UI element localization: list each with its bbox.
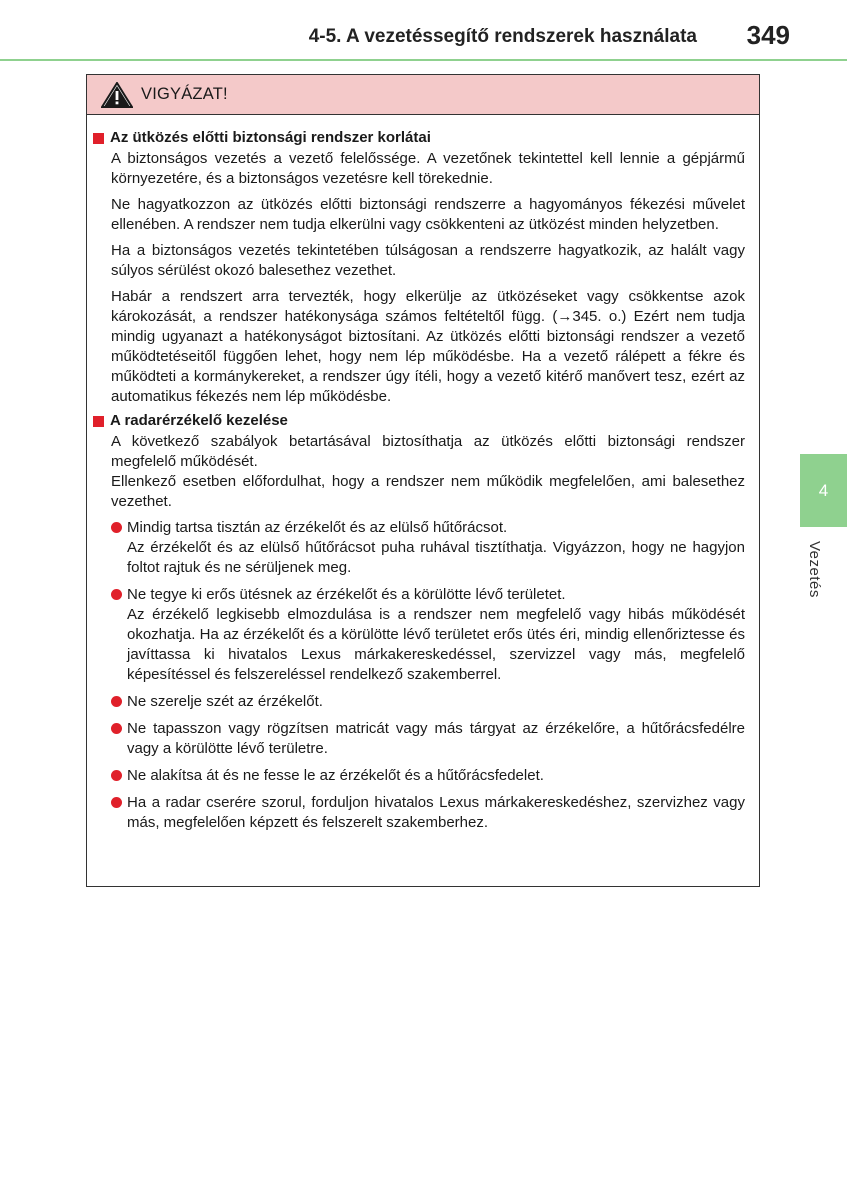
page-header-title: 4-5. A vezetéssegítő rendszerek használata <box>308 26 697 47</box>
red-bullet-icon <box>111 723 122 734</box>
bullet-sub-text: Az érzékelő legkisebb elmozdulása is a rendszer nem megfelelő vagy hibás működését okozhatja. Ha az érzékelőt és a körülötte lévő területet erős ütés éri, mindig ellenőriztesse és javíttassa ki hivatalos Lexus márkakereskedéssel, szervizzel vagy más, megfelelő képesítéssel és felszereléssel rendelkező szakemberrel. <box>127 606 745 683</box>
page-number: 349 <box>746 20 790 50</box>
paragraph: A következő szabályok betartásával biztosíthatja az ütközés előtti biztonsági rendszer megfelelő működését. <box>111 433 745 470</box>
list-item <box>111 793 745 833</box>
paragraph: A biztonságos vezetés a vezető felelőssége. A vezetőnek tekintettel kell lennie a gépjármű környezetére, és a biztonságos vezetésre kell törekednie. <box>111 150 745 187</box>
paragraph: Ne hagyatkozzon az ütközés előtti biztonsági rendszerre a hagyományos fékezési művelet ellenében. A rendszer nem tudja elkerülni vagy csökkenteni az ütközést minden helyzetben. <box>111 196 745 233</box>
red-square-icon <box>93 133 104 144</box>
bullet-list <box>111 518 745 833</box>
list-item <box>111 692 745 712</box>
bullet-main-text: Ne szerelje szét az érzékelőt. <box>127 693 323 710</box>
header-divider <box>0 59 847 61</box>
list-item <box>111 585 745 685</box>
bullet-main-text: Ha a radar cserére szorul, forduljon hivatalos Lexus márkakereskedéshez, szervizhez vagy más, megfelelően képzett és felszerelt szakemberhez. <box>127 794 745 831</box>
section-title-text: A radarérzékelő kezelése <box>110 412 288 429</box>
red-bullet-icon <box>111 770 122 781</box>
paragraph: Ha a biztonságos vezetés tekintetében túlságosan a rendszerre hagyatkozik, az halált vagy súlyos sérülést okozó balesethez vezethet. <box>111 242 745 279</box>
chapter-tab <box>800 454 847 527</box>
section-title-limitations <box>93 128 745 148</box>
bullet-main-text: Ne alakítsa át és ne fesse le az érzékelőt és a hűtőrácsfedelet. <box>127 767 544 784</box>
warning-triangle-icon <box>101 82 133 108</box>
section-title-text: Az ütközés előtti biztonsági rendszer korlátai <box>110 129 431 146</box>
bullet-main-text: Mindig tartsa tisztán az érzékelőt és az elülső hűtőrácsot. <box>127 519 508 536</box>
chapter-tab-number: 4 <box>818 480 829 500</box>
warning-header <box>87 75 759 115</box>
list-item <box>111 766 745 786</box>
bullet-sub-text: Az érzékelőt és az elülső hűtőrácsot puha ruhával tisztíthatja. Vigyázzon, hogy ne hagyjon foltot rajtuk és ne sérüljenek meg. <box>127 539 745 576</box>
section-title-radar-handling <box>93 411 745 431</box>
red-square-icon <box>93 416 104 427</box>
paragraph: Ellenkező esetben előfordulhat, hogy a rendszer nem működik megfelelően, ami balesethez vezethet. <box>111 473 745 510</box>
paragraph: Habár a rendszert arra tervezték, hogy elkerülje az ütközéseket vagy csökkentse azok károkozását, a rendszer hatékonysága számos feltételtől függ. (→345. o.) Ezért nem tudja mindig ugyanazt a hatékonyságot biztosítani. Az ütközés előtti biztonsági rendszer a vezető működtetéseitől függően lehet, hogy nem lép működésbe. Ha a vezető rálépett a fékre és működteti a kormánykereket, a rendszer úgy ítéli, hogy a vezető kitérő manővert tesz, ezért az automatikus fékezés nem lép működésbe. <box>111 288 745 405</box>
chapter-side-label: Vezetés <box>806 541 823 598</box>
red-bullet-icon <box>111 696 122 707</box>
warning-box <box>86 74 760 887</box>
red-bullet-icon <box>111 797 122 808</box>
warning-content <box>87 115 759 833</box>
red-bullet-icon <box>111 589 122 600</box>
warning-label: VIGYÁZAT! <box>141 85 228 103</box>
list-item <box>111 719 745 759</box>
red-bullet-icon <box>111 522 122 533</box>
bullet-main-text: Ne tegye ki erős ütésnek az érzékelőt és a körülötte lévő területet. <box>127 586 566 603</box>
list-item <box>111 518 745 578</box>
bullet-main-text: Ne tapasszon vagy rögzítsen matricát vagy más tárgyat az érzékelőre, a hűtőrácsfedélre vagy a körülötte lévő területre. <box>127 720 745 757</box>
